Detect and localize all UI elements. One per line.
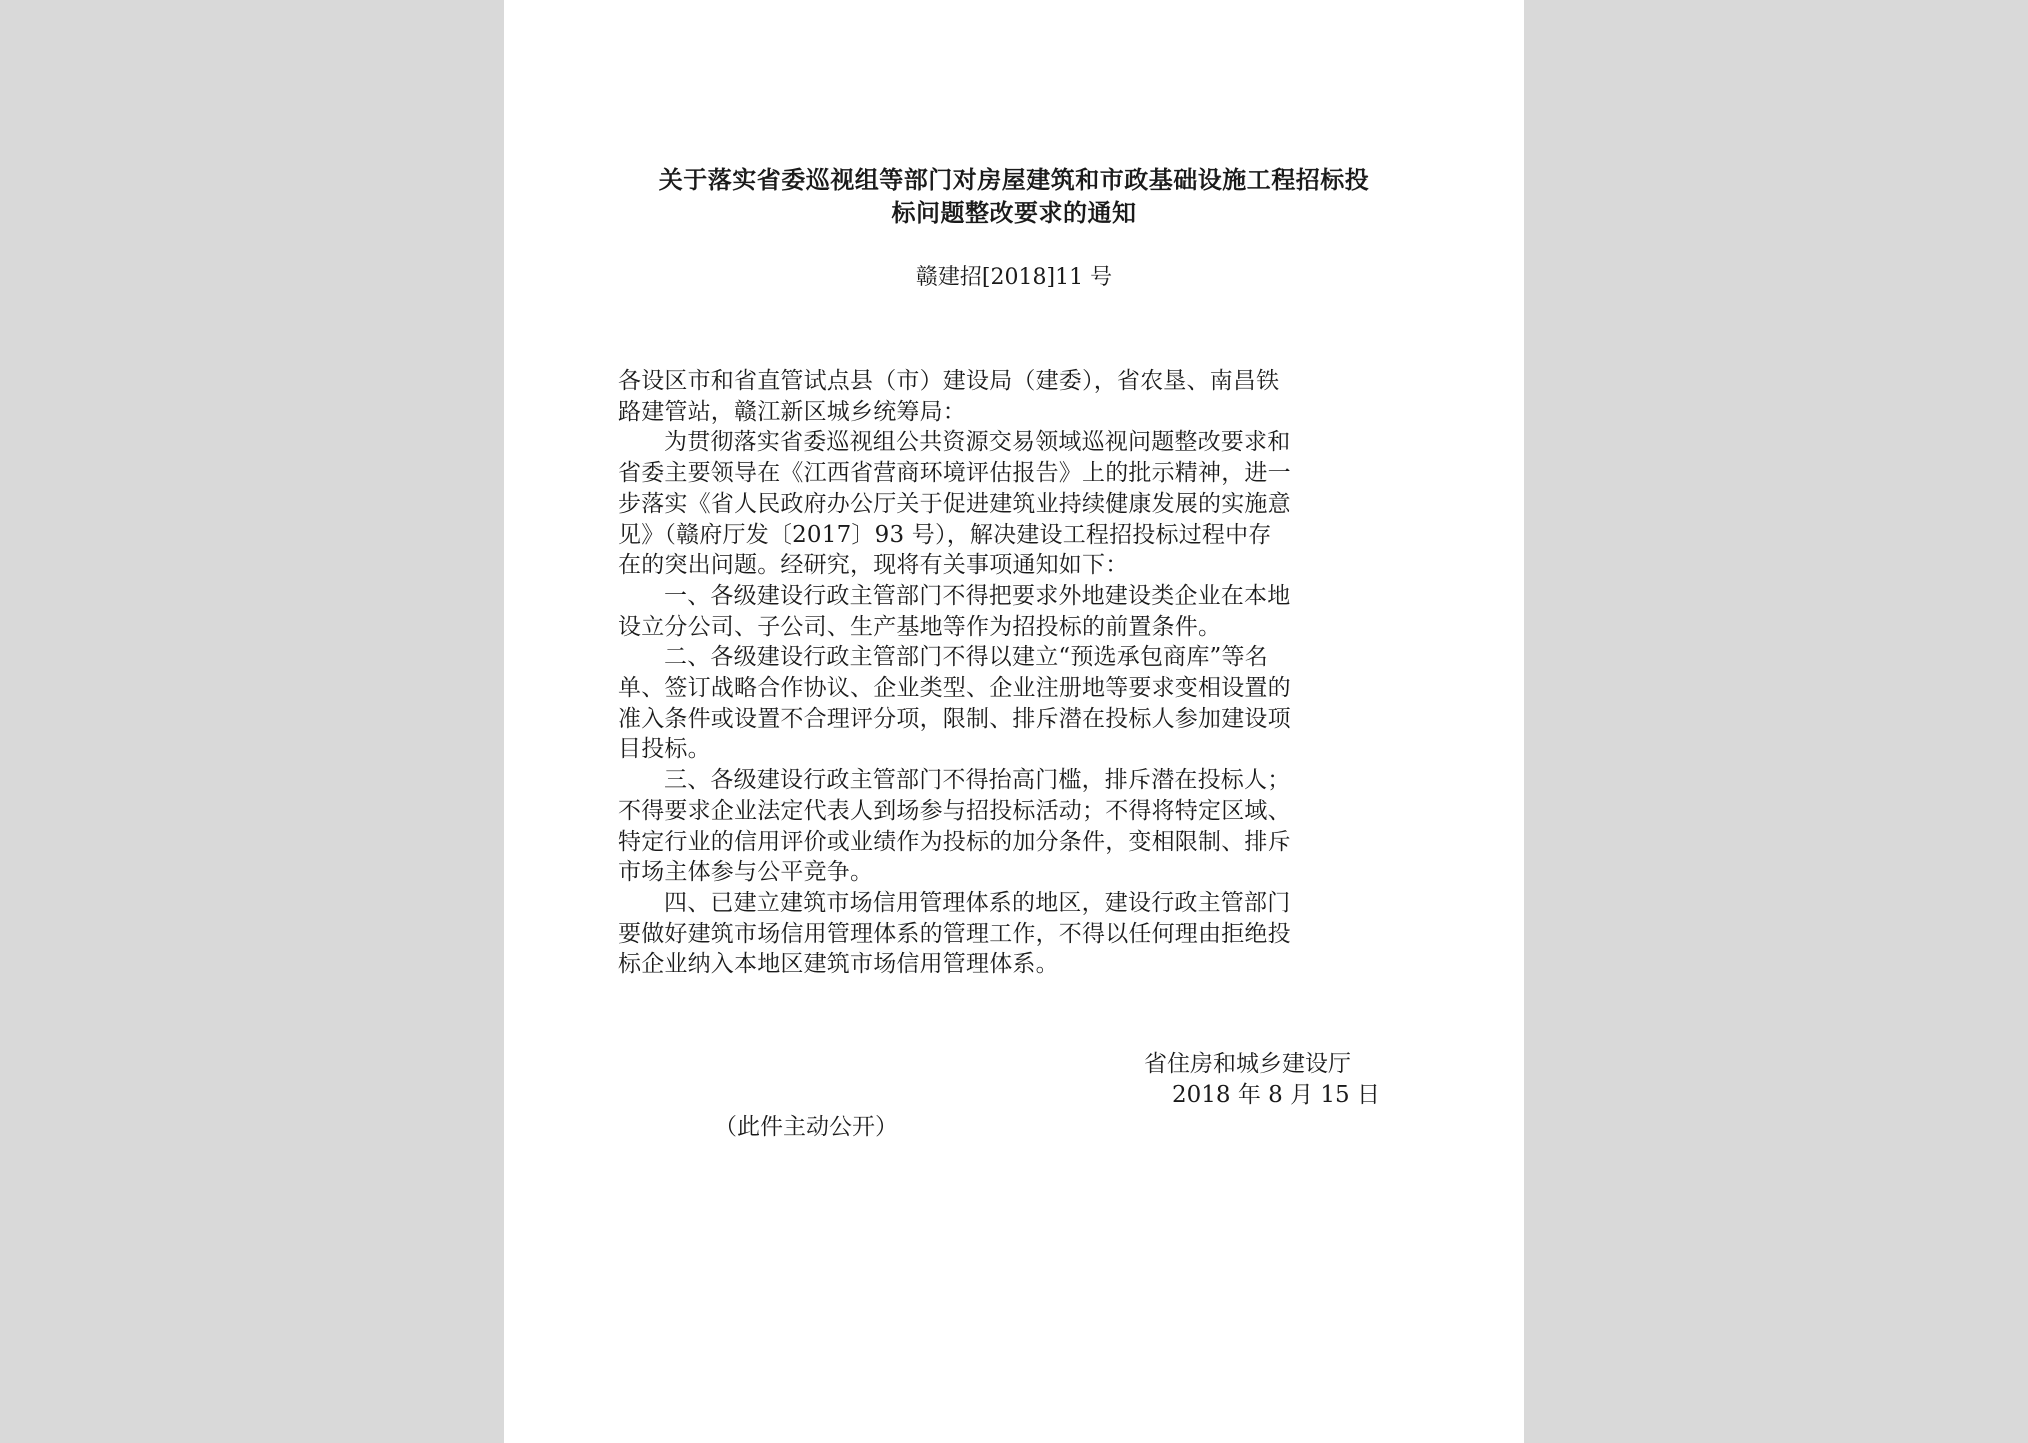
body-line: 单、签订战略合作协议、企业类型、企业注册地等要求变相设置的 — [618, 675, 1291, 701]
body-line: 一、各级建设行政主管部门不得把要求外地建设类企业在本地 — [664, 582, 1291, 609]
body-line: 目投标。 — [618, 736, 711, 763]
body-line: 路建管站，赣江新区城乡统筹局： — [618, 398, 966, 425]
body-line: 为贯彻落实省委巡视组公共资源交易领域巡视问题整改要求和 — [664, 429, 1291, 456]
body-line: 准入条件或设置不合理评分项，限制、排斥潜在投标人参加建设项 — [618, 705, 1291, 732]
disclosure-note: （此件主动公开） — [714, 1114, 898, 1140]
document-title-line-2: 标问题整改要求的通知 — [891, 198, 1137, 227]
body-line: 设立分公司、子公司、生产基地等作为招投标的前置条件。 — [618, 613, 1222, 640]
document-title-line-1: 关于落实省委巡视组等部门对房屋建筑和市政基础设施工程招标投 — [658, 165, 1370, 194]
body-line: 省委主要领导在《江西省营商环境评估报告》上的批示精神，进一 — [618, 460, 1291, 487]
body-line: 不得要求企业法定代表人到场参与招投标活动；不得将特定区域、 — [618, 797, 1291, 824]
body-line: 标企业纳入本地区建筑市场信用管理体系。 — [618, 951, 1059, 978]
body-line: 在的突出问题。经研究，现将有关事项通知如下： — [618, 552, 1129, 579]
body-line: 二、各级建设行政主管部门不得以建立“预选承包商库”等名 — [664, 644, 1268, 671]
body-line: 四、已建立建筑市场信用管理体系的地区，建设行政主管部门 — [664, 889, 1291, 916]
body-line: 要做好建筑市场信用管理体系的管理工作，不得以任何理由拒绝投 — [618, 920, 1291, 947]
body-line: 三、各级建设行政主管部门不得抬高门槛，排斥潜在投标人； — [664, 767, 1291, 794]
body-line: 特定行业的信用评价或业绩作为投标的加分条件，变相限制、排斥 — [618, 828, 1291, 855]
body-line: 市场主体参与公平竞争。 — [618, 859, 874, 886]
document-page — [504, 0, 1524, 1443]
body-line: 步落实《省人民政府办公厅关于促进建筑业持续健康发展的实施意 — [618, 490, 1291, 517]
body-line: 见》（赣府厅发〔2017〕93 号），解决建设工程招投标过程中存 — [618, 521, 1272, 548]
issue-date: 2018 年 8 月 15 日 — [1172, 1082, 1380, 1108]
issuer: 省住房和城乡建设厅 — [1144, 1051, 1351, 1077]
document-number: 赣建招[2018]11 号 — [915, 265, 1113, 290]
body-line: 各设区市和省直管试点县（市）建设局（建委），省农垦、南昌铁 — [618, 368, 1280, 394]
